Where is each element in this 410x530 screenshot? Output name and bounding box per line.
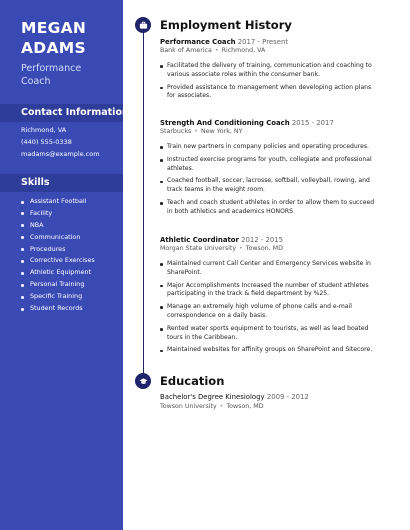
job-bullet: Major Accomplishments Increased the number of student athletes participating in the track & field department by %25. [160,282,380,300]
skills-list [21,196,95,315]
job-company: Morgan State University [160,245,237,252]
education-heading: Education [160,374,225,388]
job-bullets [160,143,380,217]
candidate-title [21,63,81,88]
job-title: Performance Coach [160,38,236,46]
skill-item: Communication [21,232,95,244]
first-name: MEGAN [21,19,87,37]
job-bullet: Train new partners in company policies and operating procedures. [160,143,380,152]
job-location: Towson, MD [245,245,283,252]
job-company-line [160,128,242,135]
skill-item: Personal Training [21,279,95,291]
last-name: ADAMS [21,39,86,57]
candidate-name [21,18,86,58]
job-bullet: Maintained current Call Center and Emergency Services website in SharePoint. [160,260,380,278]
contact-heading [0,104,129,122]
degree: Bachelor's Degree Kinesiology [160,393,265,401]
contact-phone: (440) 555-0338 [21,138,72,146]
skill-item: Athletic Equipment [21,267,95,279]
contact-email[interactable]: madams@example.com [21,150,100,158]
job-title: Athletic Coordinator [160,236,239,244]
job-header [160,236,283,244]
job-bullet: Teach and coach student athletes in order to allow them to succeed in both athletics and academics HONORS [160,199,380,217]
title-line-1: Performance [21,63,82,74]
skill-item: Student Records [21,303,95,315]
skill-item: Facility [21,208,95,220]
job-dates: 2015 - 2017 [291,119,334,127]
job-dates: 2012 - 2015 [241,236,284,244]
job-title: Strength And Conditioning Coach [160,119,290,127]
job-company-line [160,47,265,54]
job-bullets [160,260,380,355]
job-bullet: Rented water sports equipment to tourists, as well as lead boated tours in the Caribbean. [160,325,380,343]
job-bullet: Coached football, soccer, lacrosse, softball, volleyball, rowing, and track teams in the weight room. [160,177,380,195]
employment-heading: Employment History [160,18,292,32]
job-header [160,119,334,127]
job-dates: 2017 - Present [237,38,289,46]
school-location: Towson, MD [226,403,264,410]
skill-item: Assistant Football [21,196,95,208]
job-bullet: Facilitated the delivery of training, communication and coaching to various associate roles within the consumer bank. [160,62,380,80]
job-bullets [160,62,380,101]
timeline-line [143,25,144,380]
job-bullet: Instructed exercise programs for youth, collegiate and professional athletes. [160,156,380,174]
job-bullet: Manage an extremely high volume of phone calls and e-mail correspondence on a daily basis. [160,303,380,321]
job-bullet: Provided assistance to management when developing action plans for associates. [160,84,380,102]
title-line-2: Coach [21,75,51,87]
contact-heading-label: Contact Information [21,107,129,118]
job-location: Richmond, VA [221,47,266,54]
job-location: New York, NY [201,128,243,135]
education-header [160,393,309,401]
skill-item: Procedures [21,244,95,256]
education-school-line [160,403,264,410]
job-company: Bank of America [160,47,212,54]
sidebar [0,0,129,530]
skill-item: Corrective Exercises [21,255,95,267]
separator-dot: • [194,128,199,135]
graduation-cap-icon [135,373,151,389]
contact-location: Richmond, VA [21,126,67,134]
separator-dot: • [219,403,224,410]
skills-heading-label: Skills [21,177,50,188]
school: Towson University [160,403,217,410]
job-header [160,38,288,46]
education-dates: 2009 - 2012 [266,393,309,401]
job-company: Starbucks [160,128,192,135]
skill-item: Specific Training [21,291,95,303]
briefcase-icon [135,17,151,33]
job-company-line [160,245,283,252]
skills-heading [0,174,123,192]
job-bullet: Maintained websites for affinity groups on SharePoint and Sitecore. [160,346,380,355]
separator-dot: • [214,47,219,54]
skill-item: NBA [21,220,95,232]
separator-dot: • [239,245,243,252]
